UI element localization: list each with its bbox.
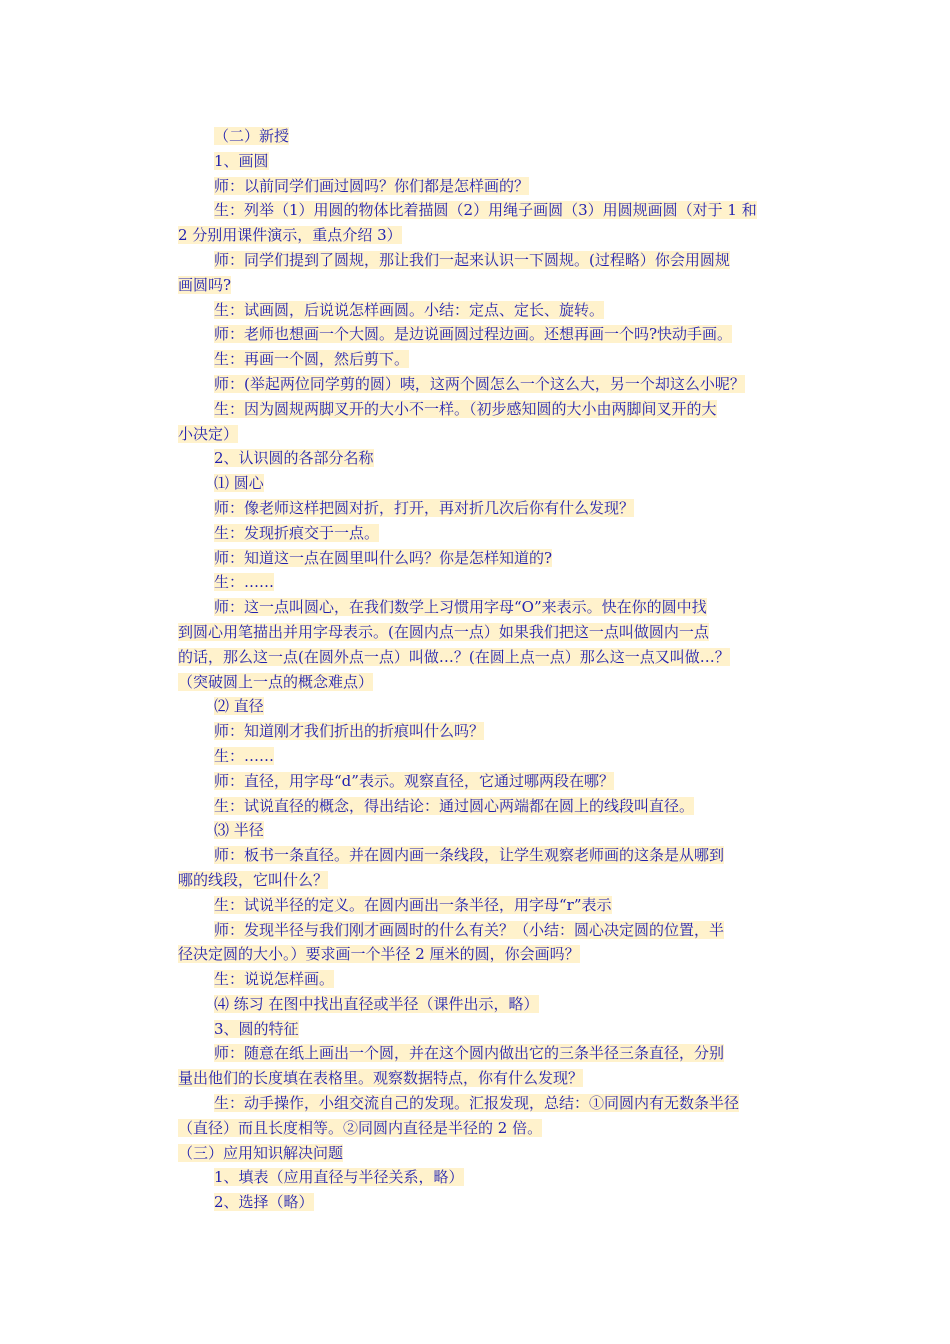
text-line-content: 生：因为圆规两脚叉开的大小不一样。（初步感知圆的大小由两脚间叉开的大 [214, 399, 717, 418]
text-line [178, 174, 778, 199]
text-line [178, 595, 778, 620]
text-line-content: 径决定圆的大小。）要求画一个半径 2 厘米的圆，你会画吗？ [178, 945, 580, 964]
text-line [178, 1141, 778, 1166]
text-line [178, 620, 778, 645]
text-line [178, 546, 778, 571]
text-line [178, 273, 778, 298]
text-line [178, 769, 778, 794]
text-line-content: （二）新授 [214, 127, 290, 145]
text-line-content: ⑶ 半径 [214, 821, 264, 840]
text-line-content: 师：知道这一点在圆里叫什么吗？你是怎样知道的? [214, 548, 553, 567]
text-line [178, 124, 778, 149]
text-line-content: 师：像老师这样把圆对折，打开，再对折几次后你有什么发现？ [214, 498, 635, 517]
text-line [178, 843, 778, 868]
text-line-content: 师：(举起两位同学剪的圆）咦，这两个圆怎么一个这么大，另一个却这么小呢？ [214, 374, 745, 393]
text-line-content: ⑴ 圆心 [214, 474, 264, 493]
text-line-content: 师：板书一条直径。并在圆内画一条线段，让学生观察老师画的这条是从哪到 [214, 846, 725, 865]
text-line-content: （直径）而且长度相等。②同圆内直径是半径的 2 倍。 [178, 1118, 543, 1137]
text-line [178, 471, 778, 496]
text-line [178, 322, 778, 347]
text-line [178, 893, 778, 918]
text-line-content: 生：说说怎样画。 [214, 970, 335, 989]
text-line [178, 744, 778, 769]
text-line-content: 师：这一点叫圆心，在我们数学上习惯用字母“O”来表示。快在你的圆中找 [214, 598, 707, 617]
text-line [178, 719, 778, 744]
text-line-content: 生：发现折痕交于一点。 [214, 523, 380, 542]
text-line [178, 1190, 778, 1215]
text-line [178, 372, 778, 397]
text-line-content: ⑵ 直径 [214, 697, 264, 716]
text-line [178, 223, 778, 248]
text-line [178, 942, 778, 967]
text-line [178, 446, 778, 471]
text-line-content: 2、认识圆的各部分名称 [214, 449, 374, 468]
text-line [178, 818, 778, 843]
text-line [178, 521, 778, 546]
text-line [178, 570, 778, 595]
text-line-content: 师：知道刚才我们折出的折痕叫什么吗？ [214, 722, 485, 741]
text-line-content: ⑷ 练习 在图中找出直径或半径（课件出示，略） [214, 994, 539, 1013]
text-line-content: 师：以前同学们画过圆吗？你们都是怎样画的？ [214, 176, 530, 195]
text-line-content: 画圆吗? [178, 275, 232, 294]
text-line [178, 1017, 778, 1042]
text-line [178, 347, 778, 372]
text-line-content: 师：同学们提到了圆规，那让我们一起来认识一下圆规。(过程略）你会用圆规 [214, 250, 730, 269]
text-line-content: 哪的线段，它叫什么？ [178, 870, 329, 889]
text-line-content: 生：…… [214, 573, 275, 592]
text-line-content: 的话，那么这一点(在圆外点一点）叫做…？(在圆上点一点）那么这一点又叫做…？ [178, 647, 730, 666]
text-line-content: 生：试说直径的概念，得出结论：通过圆心两端都在圆上的线段叫直径。 [214, 796, 695, 815]
text-line-content: 师：随意在纸上画出一个圆，并在这个圆内做出它的三条半径三条直径，分别 [214, 1044, 725, 1063]
text-line [178, 397, 778, 422]
lesson-text-body [178, 124, 778, 1215]
text-line-content: 2 分别用课件演示，重点介绍 3） [178, 226, 402, 245]
text-line [178, 694, 778, 719]
text-line-content: 生：动手操作，小组交流自己的发现。汇报发现，总结：①同圆内有无数条半径 [214, 1094, 740, 1113]
text-line-content: 生：列举（1）用圆的物体比着描圆（2）用绳子画圆（3）用圆规画圆（对于 1 和 [214, 201, 757, 220]
text-line-content: 生：…… [214, 746, 275, 765]
text-line [178, 298, 778, 323]
text-line-content: 1、填表（应用直径与半径关系，略） [214, 1168, 464, 1187]
text-line [178, 992, 778, 1017]
text-line-content: 生：试说半径的定义。在圆内画出一条半径，用字母“r”表示 [214, 895, 612, 914]
text-line-content: 2、选择（略） [214, 1193, 314, 1212]
text-line-content: 量出他们的长度填在表格里。观察数据特点，你有什么发现？ [178, 1069, 584, 1088]
text-line [178, 868, 778, 893]
text-line [178, 422, 778, 447]
text-line-content: 师：发现半径与我们刚才画圆时的什么有关？（小结：圆心决定圆的位置，半 [214, 920, 725, 939]
text-line [178, 1091, 778, 1116]
text-line [178, 967, 778, 992]
text-line-content: 1、画圆 [214, 151, 269, 170]
text-line-content: （三）应用知识解决问题 [178, 1143, 344, 1162]
text-line-content: （突破圆上一点的概念难点） [178, 672, 374, 691]
text-line [178, 1116, 778, 1141]
text-line-content: 生：试画圆，后说说怎样画圆。小结：定点、定长、旋转。 [214, 300, 605, 319]
text-line [178, 1041, 778, 1066]
text-line [178, 149, 778, 174]
text-line [178, 1165, 778, 1190]
text-line-content: 到圆心用笔描出并用字母表示。(在圆内点一点）如果我们把这一点叫做圆内一点 [178, 622, 709, 641]
text-line [178, 248, 778, 273]
text-line [178, 1066, 778, 1091]
text-line [178, 496, 778, 521]
text-line-content: 小决定） [178, 424, 239, 443]
text-line-content: 生：再画一个圆，然后剪下。 [214, 350, 410, 369]
text-line [178, 918, 778, 943]
text-line [178, 645, 778, 670]
text-line-content: 师：老师也想画一个大圆。是边说画圆过程边画。还想再画一个吗?快动手画。 [214, 325, 733, 344]
text-line [178, 670, 778, 695]
text-line-content: 3、圆的特征 [214, 1019, 299, 1038]
text-line [178, 794, 778, 819]
text-line [178, 198, 778, 223]
text-line-content: 师：直径，用字母“d”表示。观察直径，它通过哪两段在哪？ [214, 771, 614, 790]
